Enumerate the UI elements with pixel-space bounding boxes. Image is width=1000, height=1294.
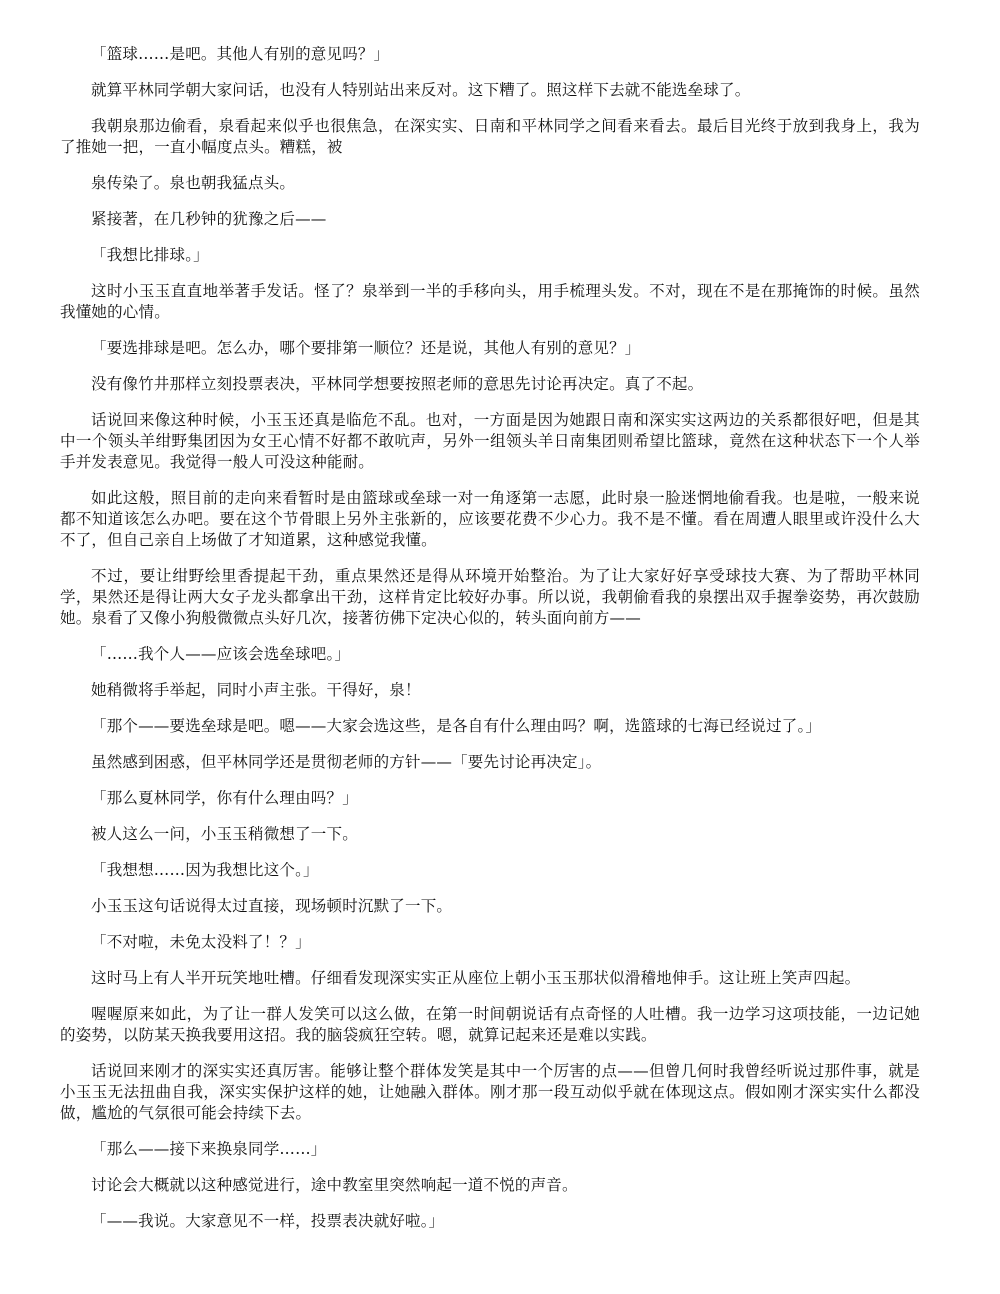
paragraph: 话说回来刚才的深实实还真厉害。能够让整个群体发笑是其中一个厉害的点——但曾几何时我曾经听说过那件事，就是小玉玉无法扭曲自我，深实实保护这样的她，让她融入群体。刚才那一段互动似乎就在体现这点。假如刚才深实实什么都没做，尴尬的气氛很可能会持续下去。 [60,1062,920,1122]
paragraph: 「要选排球是吧。怎么办，哪个要排第一顺位？还是说，其他人有别的意见？」 [91,339,641,357]
paragraph: 「那个——要选垒球是吧。嗯——大家会选这些，是各自有什么理由吗？啊，选篮球的七海已经说过了。」 [91,717,822,735]
paragraph: 被人这么一问，小玉玉稍微想了一下。 [91,825,358,843]
paragraph: 「那么夏林同学，你有什么理由吗？」 [91,789,358,807]
paragraph: 「不对啦，未免太没料了！？」 [91,933,311,951]
paragraph: 讨论会大概就以这种感觉进行，途中教室里突然响起一道不悦的声音。 [91,1176,578,1194]
paragraph: 「我想想……因为我想比这个。」 [91,861,319,879]
paragraph: 虽然感到困惑，但平林同学还是贯彻老师的方针——「要先讨论再决定」。 [91,753,602,771]
paragraph: 「……我个人——应该会选垒球吧。」 [91,645,351,663]
paragraph: 泉传染了。泉也朝我猛点头。 [91,174,296,192]
paragraph: 不过，要让绀野绘里香提起干劲，重点果然还是得从环境开始整治。为了让大家好好享受球技大赛、为了帮助平林同学，果然还是得让两大女子龙头都拿出干劲，这样肯定比较好办事。所以说，我朝偷看我的泉摆出双手握拳姿势，再次鼓励她。泉看了又像小狗般微微点头好几次，接著彷佛下定决心似的，转头面向前方—— [60,567,920,627]
paragraph: 「我想比排球。」 [91,246,209,264]
paragraph: 如此这般，照目前的走向来看暂时是由篮球或垒球一对一角逐第一志愿，此时泉一脸迷惘地偷看我。也是啦，一般来说都不知道该怎么办吧。要在这个节骨眼上另外主张新的，应该要花费不少心力。我不是不懂。看在周遭人眼里或许没什么大不了，但自己亲自上场做了才知道累，这种感觉我懂。 [60,489,920,549]
paragraph: 我朝泉那边偷看，泉看起来似乎也很焦急，在深实实、日南和平林同学之间看来看去。最后目光终于放到我身上，我为了推她一把，一直小幅度点头。糟糕，被 [60,117,920,156]
paragraph: 没有像竹井那样立刻投票表决，平林同学想要按照老师的意思先讨论再决定。真了不起。 [91,375,704,393]
paragraph: 她稍微将手举起，同时小声主张。干得好，泉！ [91,681,421,699]
paragraph: 这时马上有人半开玩笑地吐槽。仔细看发现深实实正从座位上朝小玉玉那状似滑稽地伸手。这让班上笑声四起。 [91,969,861,987]
paragraph: 就算平林同学朝大家问话，也没有人特别站出来反对。这下糟了。照这样下去就不能选垒球了。 [91,81,751,99]
paragraph: 喔喔原来如此，为了让一群人发笑可以这么做，在第一时间朝说话有点奇怪的人吐槽。我一边学习这项技能，一边记她的姿势，以防某天换我要用这招。我的脑袋疯狂空转。嗯，就算记起来还是难以实践。 [60,1005,920,1044]
paragraph: 紧接著，在几秒钟的犹豫之后—— [91,210,327,228]
paragraph: 小玉玉这句话说得太过直接，现场顿时沉默了一下。 [91,897,453,915]
paragraph: 「篮球……是吧。其他人有别的意见吗？」 [91,45,390,63]
paragraph: 这时小玉玉直直地举著手发话。怪了？泉举到一半的手移向头，用手梳理头发。不对，现在不是在那掩饰的时候。虽然我懂她的心情。 [60,282,920,321]
paragraph: 「那么——接下来换泉同学……」 [91,1140,327,1158]
paragraph: 话说回来像这种时候，小玉玉还真是临危不乱。也对，一方面是因为她跟日南和深实实这两边的关系都很好吧，但是其中一个领头羊绀野集团因为女王心情不好都不敢吭声，另外一组领头羊日南集团则希望比篮球，竟然在这种状态下一个人举手并发表意见。我觉得一般人可没这种能耐。 [60,411,920,471]
paragraph: 「——我说。大家意见不一样，投票表决就好啦。」 [91,1212,445,1230]
